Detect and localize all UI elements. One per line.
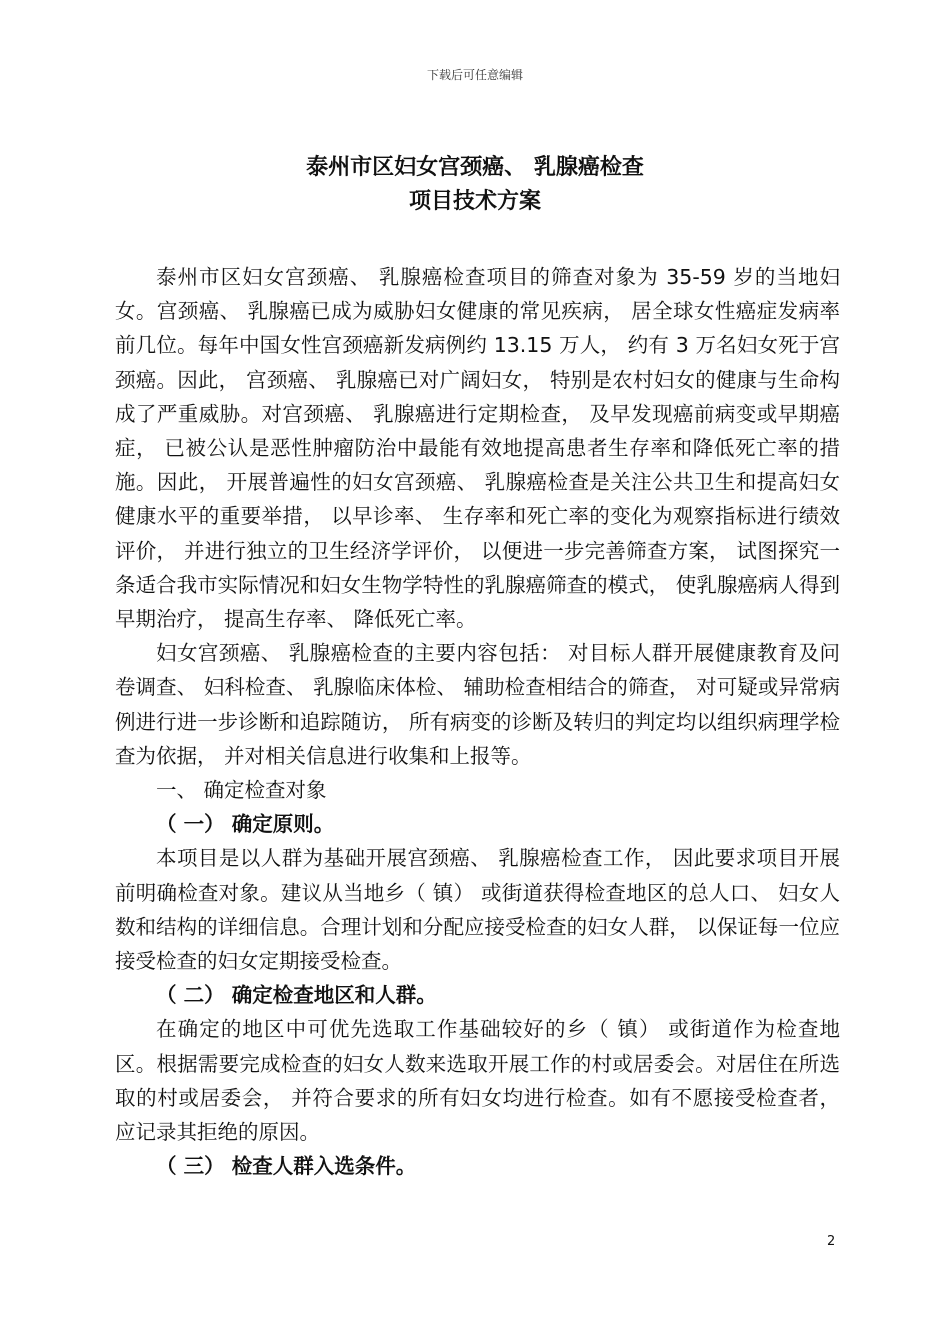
section-heading: 一、 确定检查对象 xyxy=(156,778,327,803)
paragraph-area: 在确定的地区中可优先选取工作基础较好的乡（ 镇） 或街道作为检查地区。根据需要完成检查的妇女人数来选取开展工作的村或居委会。对居住在所选取的村或居委会， 并符合要求的所有妇女均进行检查。如有不愿接受检查者， 应记录其拒绝的原因。 xyxy=(115,1017,840,1145)
subheading-principle: （ 一） 确定原则。 xyxy=(156,812,335,837)
document-subtitle: 项目技术方案 xyxy=(408,189,541,214)
paragraph-content: 妇女宫颈癌、 乳腺癌检查的主要内容包括： 对目标人群开展健康教育及问卷调查、 妇科检查、 乳腺临床体检、 辅助检查相结合的筛查， 对可疑或异常病例进行进一步诊断和追踪随访， 所有病变的诊断及转归的判定均以组织病理学检查为依据， 并对相关信息进行收集和上报等。 xyxy=(115,641,840,768)
subheading-area: （ 二） 确定检查地区和人群。 xyxy=(156,983,437,1008)
header-note: 下载后可任意编辑 xyxy=(426,68,523,82)
page-number: 2 xyxy=(827,1234,836,1249)
paragraph-intro: 泰州市区妇女宫颈癌、 乳腺癌检查项目的筛查对象为 35-59 岁的当地妇女。宫颈癌、 乳腺癌已成为威胁妇女健康的常见疾病， 居全球女性癌症发病率前几位。每年中国女性宫颈癌新发病例约 13.15 万人， 约有 3 万名妇女死于宫颈癌。因此， 宫颈癌、 乳腺癌已对广阔妇女， 特别是农村妇女的健康与生命构成了严重威胁。对宫颈癌、 乳腺癌进行定期检查， 及早发现癌前病变或早期癌症， 已被公认是恶性肿瘤防治中最能有效地提高患者生存率和降低死亡率的措施。因此， 开展普遍性的妇女宫颈癌、 乳腺癌检查是关注公共卫生和提高妇女健康水平的重要举措， 以早诊率、 生存率和死亡率的变化为观察指标进行绩效评价， 并进行独立的卫生经济学评价， 以便进一步完善筛查方案， 试图探究一条适合我市实际情况和妇女生物学特性的乳腺癌筛查的模式， 使乳腺癌病人得到早期治疗， 提高生存率、 降低死亡率。 xyxy=(115,265,840,632)
paragraph-principle: 本项目是以人群为基础开展宫颈癌、 乳腺癌检查工作， 因此要求项目开展前明确检查对象。建议从当地乡（ 镇） 或街道获得检查地区的总人口、 妇女人数和结构的详细信息。合理计划和分配应接受检查的妇女人群， 以保证每一位应接受检查的妇女定期接受检查。 xyxy=(115,846,840,974)
subheading-criteria: （ 三） 检查人群入选条件。 xyxy=(156,1154,417,1179)
document-body xyxy=(115,260,840,1183)
document-title: 泰州市区妇女宫颈癌、 乳腺癌检查 xyxy=(306,155,644,180)
